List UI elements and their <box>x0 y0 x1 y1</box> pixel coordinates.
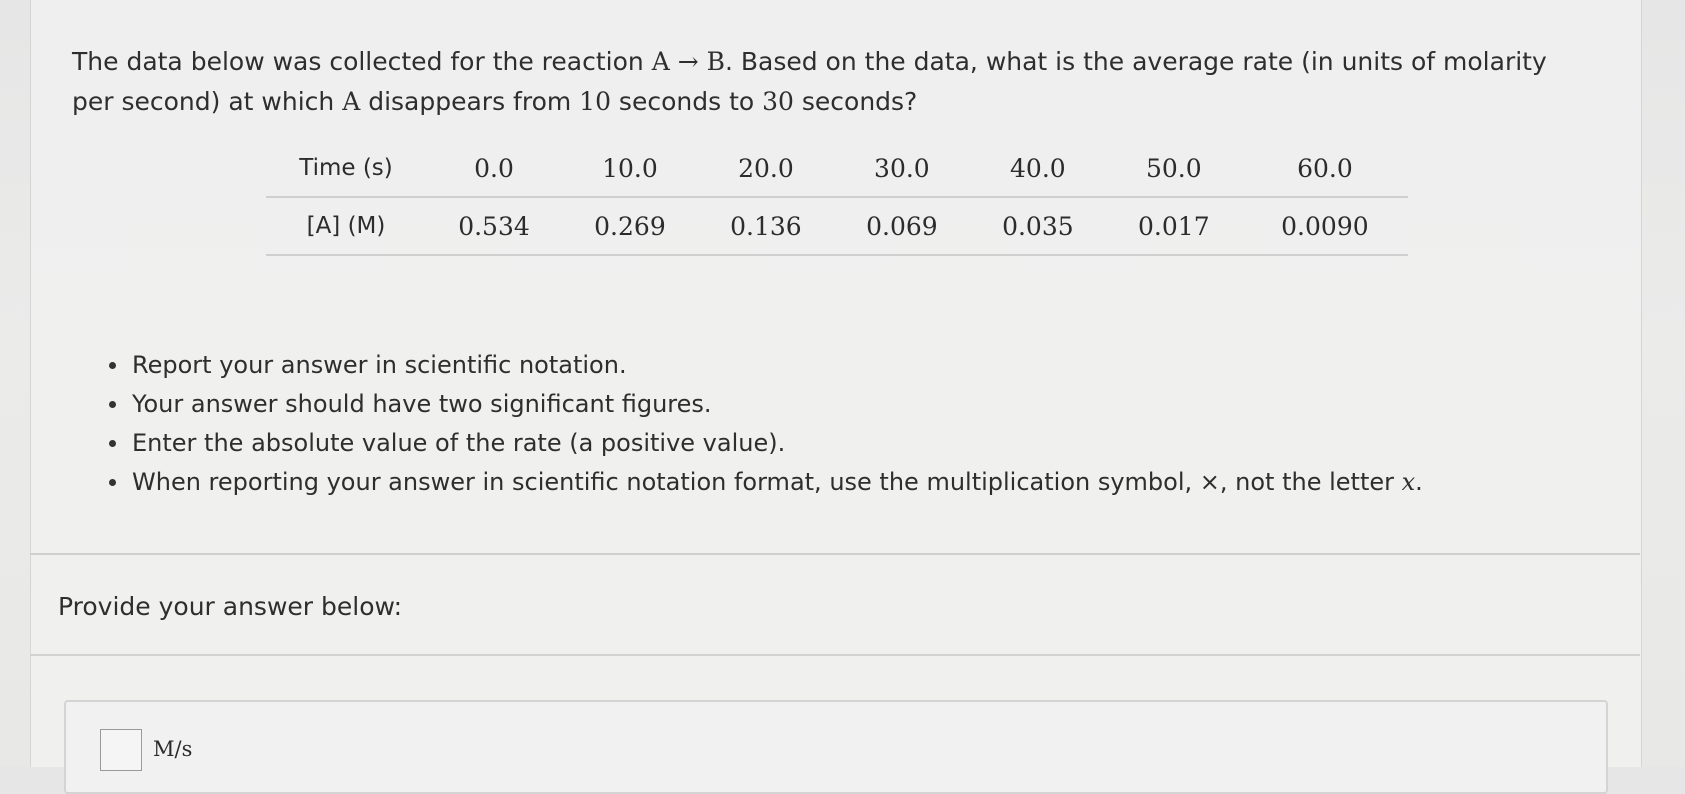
bullet-dot-icon <box>109 401 116 408</box>
concentration-row <box>266 197 1408 255</box>
time-cell: 40.0 <box>970 140 1106 197</box>
section-divider <box>30 553 1640 555</box>
time-cell: 10.0 <box>562 140 698 197</box>
time-cell: 20.0 <box>698 140 834 197</box>
instruction-item: Your answer should have two significant figures. <box>105 385 1423 424</box>
answer-unit: M/s <box>153 737 193 761</box>
bullet-dot-icon <box>109 479 116 486</box>
concentration-cell: 0.269 <box>562 197 698 255</box>
concentration-cell: 0.136 <box>698 197 834 255</box>
concentration-cell: 0.069 <box>834 197 970 255</box>
time-cell: 0.0 <box>426 140 562 197</box>
instruction-item: When reporting your answer in scientific notation format, use the multiplication symbol, ×, not the letter x. <box>105 463 1423 502</box>
instruction-item: Report your answer in scientific notation. <box>105 346 1423 385</box>
bullet-dot-icon <box>109 362 116 369</box>
concentration-label: [A] (M) <box>266 197 426 255</box>
concentration-cell: 0.035 <box>970 197 1106 255</box>
time-cell: 30.0 <box>834 140 970 197</box>
question-text: The data below was collected for the reaction A → B. Based on the data, what is the average rate (in units of molarity per second) at which A disappears from 10 seconds to 30 seconds? <box>72 47 1547 116</box>
instruction-item: Enter the absolute value of the rate (a positive value). <box>105 424 1423 463</box>
time-label: Time (s) <box>266 140 426 197</box>
concentration-cell: 0.0090 <box>1242 197 1408 255</box>
bullet-dot-icon <box>109 440 116 447</box>
section-divider <box>30 654 1640 656</box>
concentration-cell: 0.534 <box>426 197 562 255</box>
concentration-cell: 0.017 <box>1106 197 1242 255</box>
time-cell: 60.0 <box>1242 140 1408 197</box>
answer-input[interactable] <box>100 729 142 771</box>
answer-prompt: Provide your answer below: <box>58 592 402 621</box>
time-cell: 50.0 <box>1106 140 1242 197</box>
answer-area <box>64 700 1608 794</box>
instructions-list <box>105 346 1423 502</box>
time-row <box>266 140 1408 197</box>
data-table <box>266 140 1408 256</box>
